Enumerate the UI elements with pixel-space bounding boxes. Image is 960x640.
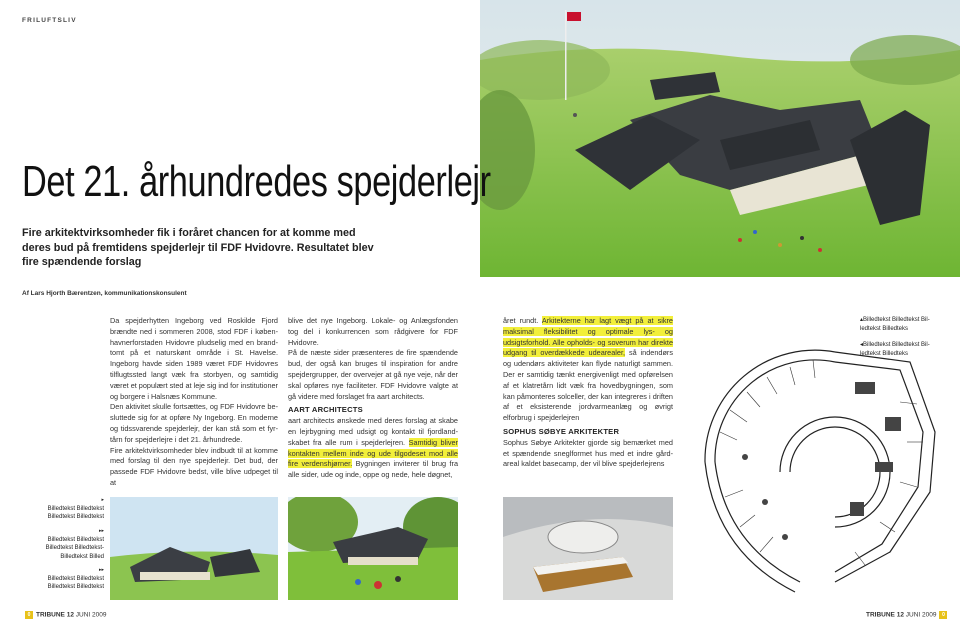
text-column-3 [503,316,673,470]
photo-model [503,497,673,600]
paragraph: Fire arkitektvirksomheder blev indbudt til at komme med forslag til den nye spejderlejr. Det bud, der passede FDF Hvidovre bedst, ville blive udpeget til at [110,445,278,487]
highlighted-text: Samtidig bliver kontakten mellem inde og ude tilgodeset mod alle fire verdenshjørner. [288,437,458,469]
section-heading: SOPHUS SØBYE ARKITEKTER [503,426,620,436]
arrow-icon: ▸▸ [98,528,104,534]
paragraph: Den aktivitet skulle fortsættes, og FDF Hvidovre besluttede sig for at opføre Ny Ingeborg. En moderne og tidssvarende spejderlejr, der kan stå som et fyrtårn for spejderlejre i det 21. århundrede. [110,402,278,444]
caption-3: ▸▸ Billedtekst Billedtekst Billedtekst Billedtekst [22,566,104,592]
hero-image [480,0,960,277]
byline: Af Lars Hjorth Bærentzen, kommunikationskonsulent [22,290,187,297]
highlighted-text: Arkitekterne har lagt vægt på at sikre maksimal fleksibilitet og optimale lys- og udsigtsforhold. Alle opholds- og soverum har direkte udgang til overdækkede udearealer, [503,316,673,358]
floor-plan-image [685,322,950,600]
caption-2: ▸▸ Billedtekst Billedtekst Billedtekst Billedtekst- Billedtekst Billed [22,527,104,561]
text-column-2 [288,316,458,481]
page-number: 0 [25,611,33,619]
arrow-icon: ▸ [101,497,104,503]
arrow-icon: ▴ [860,317,864,323]
arrow-icon: ▸▸ [98,567,104,573]
article-lead: Fire arkitektvirksomheder fik i foråret chancen for at komme med deres bud på fremtidens spejderlejr til FDF Hvidovre. Resultatet blev fire spændende forslag [22,227,374,268]
paragraph: Da spejderhytten Ingeborg ved Roskilde Fjord brændte ned i sommeren 2008, stod FDF i københavnerforstaden Hvidovre pludselig med en brandtomt på et naturskønt område i St. Havelse. Ingeborg havde siden 1989 været FDF Hvidovres tilflugtssted langt væk fra storbyen, og samtidig været et populært sted at leje sig ind for institutioner og borgere i Halsnæs Kommune. [110,316,278,401]
photo-render-1 [110,497,278,600]
caption-right-1: ▴Billedtekst Billedtekst Billedtekst Billedteks [860,317,930,332]
paragraph: året rundt. Arkitekterne har lagt vægt på at sikre maksimal fleksibilitet og optimale lys- og udsigtsforhold. Alle opholds- og soverum har direkte udgang til overdækkede udearealer, så indendørs og udendørs aktiviteter kan flyde naturligt sammen. Der er samtidig tænkt energivenligt med opførelsen af et klatretårn lidt væk fra hovedbygningen, som kan påmonteres solceller, der kan integreres i driften af et eksisterende jordvarmeanlæg og øvrigt elforbrug i spejderlejren [503,316,674,423]
footer-left: 0 TRIBUNE 12 JUNI 2009 [22,611,106,619]
footer-right: TRIBUNE 12 JUNI 2009 0 [866,611,950,619]
photo-render-2 [288,497,458,600]
arrow-icon: ◂ [860,342,864,348]
caption-1: ▸ Billedtekst Billedtekst Billedtekst Billedtekst [22,496,104,522]
text-column-1 [110,316,278,489]
paragraph: På de næste sider præsenteres de fire spændende bud, der også kan bruges til inspiration for andre spejdergrupper, der overvejer at gå nye veje, når der skal opføres nye faciliteter. FDF Hvidovre valgte at gå videre med forslaget fra aart architects. [288,348,458,401]
paragraph: aart architects ønskede med deres forslag at skabe en lejrbygning med udsigt og kontakt til fjordlandskabet fra alle rum i spejderlejren. Samtidig bliver kontakten mellem inde og ude tilgodeset mod alle fire verdenshjørner. Bygningen inviterer til brug fra alle sider, ude og inde, oppe og nede, hele døgnet, [288,416,458,480]
section-label: FRILUFTSLIV [22,17,77,24]
section-heading: AART ARCHITECTS [288,405,363,415]
paragraph: Sophus Søbye Arkitekter gjorde sig bemærket med et spændende sneglformet hus med et indre gårdareal kaldet basecamp, der vil blive spejderlejrens [503,437,673,469]
article-title: Det 21. århundredes spejderlejr [22,157,491,206]
caption-right-2: ◂Billedtekst Billedtekst Billedtekst Billedteks [860,342,930,357]
page-number: 0 [939,611,947,619]
paragraph: blive det nye Ingeborg. Lokale- og Anlægsfonden tog del i konkurrencen som rådgivere for FDF Hvidovre. [288,316,458,347]
